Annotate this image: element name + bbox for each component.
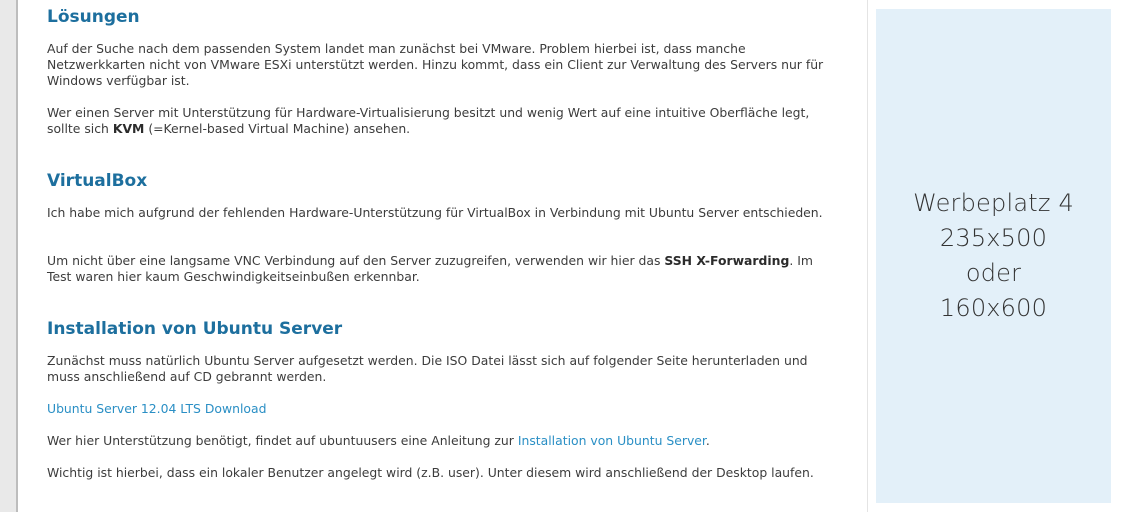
virtualbox-paragraph-1-wrap [47, 205, 827, 221]
section-loesungen [47, 6, 827, 28]
section-installation [47, 318, 827, 340]
loesungen-p2-text-before: Wer einen Server mit Unterstützung für Hardware-Virtualisierung besitzt und wenig Wert auf eine intuitive Oberfläche legt, sollte sich [47, 105, 810, 136]
section-virtualbox [47, 170, 827, 192]
ubuntu-server-download-link[interactable]: Ubuntu Server 12.04 LTS Download [47, 401, 267, 416]
installation-paragraph-1-wrap [47, 353, 827, 385]
kvm-strong: KVM [112, 121, 145, 136]
installation-ubuntu-server-link[interactable]: Installation von Ubuntu Server [517, 433, 706, 448]
ssh-x-forwarding-strong: SSH X-Forwarding [664, 253, 790, 268]
heading-virtualbox: VirtualBox [47, 171, 148, 191]
installation-paragraph-4: Wichtig ist hierbei, dass ein lokaler Benutzer angelegt wird (z.B. user). Unter diesem wird anschließend der Desktop laufen. [47, 465, 814, 480]
heading-loesungen: Lösungen [47, 7, 140, 27]
loesungen-p2-text-after: (=Kernel-based Virtual Machine) ansehen. [144, 121, 411, 136]
column-divider [867, 0, 868, 512]
installation-p3-text-before: Wer hier Unterstützung benötigt, findet auf ubuntuusers eine Anleitung zur [47, 433, 518, 448]
download-link-wrap [47, 401, 827, 417]
loesungen-paragraph-2 [47, 105, 827, 137]
download-paragraph [47, 401, 827, 417]
installation-paragraph-3-wrap [47, 433, 827, 449]
ad-line-2: 235x500 [939, 224, 1048, 252]
page-frame [16, 0, 1131, 512]
virtualbox-paragraph-2 [47, 253, 827, 285]
loesungen-paragraph-2-wrap [47, 105, 827, 137]
installation-paragraph-1: Zunächst muss natürlich Ubuntu Server aufgesetzt werden. Die ISO Datei lässt sich auf folgender Seite herunterladen und muss anschließend auf CD gebrannt werden. [47, 353, 808, 384]
installation-paragraph-4-wrap [47, 465, 827, 481]
ad-line-4: 160x600 [939, 294, 1048, 322]
virtualbox-paragraph-1: Ich habe mich aufgrund der fehlenden Hardware-Unterstützung für VirtualBox in Verbindung mit Ubuntu Server entschieden. [47, 205, 823, 220]
installation-paragraph-3 [47, 433, 827, 449]
loesungen-paragraph-1: Auf der Suche nach dem passenden System landet man zunächst bei VMware. Problem hierbei ist, dass manche Netzwerkkarten nicht von VMware ESXi unterstützt werden. Hinzu kommt, dass ein Client zur Verwaltung des Servers nur für Windows verfügbar ist. [47, 41, 824, 88]
loesungen-paragraph-1-wrap [47, 41, 827, 89]
ad-placeholder[interactable] [876, 9, 1111, 503]
installation-p3-text-after: . [705, 433, 710, 448]
ad-line-1: Werbeplatz 4 [913, 189, 1074, 217]
virtualbox-p2-text-before: Um nicht über eine langsame VNC Verbindung auf den Server zuzugreifen, verwenden wir hier das [47, 253, 665, 268]
virtualbox-p2-text-after: . Im Test waren hier kaum Geschwindigkeitseinbußen erkennbar. [47, 253, 813, 284]
heading-installation: Installation von Ubuntu Server [47, 319, 343, 339]
virtualbox-paragraph-2-wrap [47, 253, 827, 285]
ad-line-3: oder [965, 259, 1022, 287]
